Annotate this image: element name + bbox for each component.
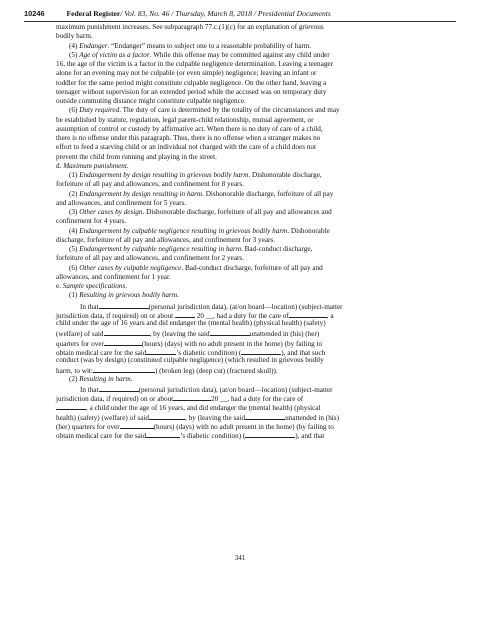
text-run: (4) <box>69 41 80 50</box>
fill-in-blank <box>245 412 285 420</box>
text-line <box>56 69 424 78</box>
italic-heading: Other cases by design <box>79 208 143 216</box>
text-line <box>56 153 424 162</box>
text-line <box>56 375 424 384</box>
text-run: and allowances, and confinement for 5 years. <box>56 198 187 207</box>
text-run: there is no offense under this paragraph. Thus, there is no offense when a stranger makes no <box>56 134 321 142</box>
fill-in-blank <box>175 310 195 318</box>
text-line <box>56 143 424 152</box>
text-run: discharge, forfeiture of all pay and allowances, and confinement for 3 years. <box>56 235 275 244</box>
italic-heading: Maximum punishment <box>63 161 127 170</box>
text-line <box>56 412 424 421</box>
text-run: forfeiture of all pay and allowances, and confinement for 2 years. <box>56 254 244 263</box>
text-run: . The duty of care is determined by the totality of the circumstances and may <box>119 106 340 115</box>
text-run: effort to feed a starving child or an individual not charged with the care of a child does not <box>56 143 316 152</box>
italic-heading: Endangerment by design resulting in harm <box>79 189 203 198</box>
text-run: . <box>130 374 133 383</box>
page-number: 10246 <box>24 9 45 18</box>
fill-in-blank <box>173 393 211 401</box>
text-run: (1) <box>69 171 80 179</box>
text-line <box>56 291 424 300</box>
text-run: (2) <box>69 374 80 383</box>
text-line <box>56 97 424 106</box>
text-run: forfeiture of all pay and allowances, and confinement for 8 years. <box>56 180 244 189</box>
running-header <box>24 8 456 20</box>
publication-name: Federal Register <box>66 9 121 18</box>
text-line <box>56 254 424 263</box>
text-line <box>56 421 424 430</box>
text-line <box>56 402 424 411</box>
text-run: harm, to wit: ) (broken leg) (deep cut) (fractured skull)). <box>56 367 278 376</box>
text-run: . <box>125 282 128 290</box>
italic-heading: Duty required <box>79 106 120 115</box>
folio-number: 341 <box>234 554 246 562</box>
italic-heading: Resulting in grievous bodily harm <box>79 291 178 300</box>
text-run: outside commuting distance might constitute culpable negligence. <box>56 97 246 105</box>
text-line <box>56 384 424 393</box>
text-line <box>56 199 424 208</box>
text-run: . Dishonorable discharge, forfeiture of all pay <box>202 189 334 198</box>
text-run: . <box>177 291 179 300</box>
text-run: obtain medical care for the said ’s diabetic condition) ( ), and that such <box>56 348 326 357</box>
text-line <box>56 301 424 310</box>
text-line <box>56 79 424 88</box>
text-line <box>56 245 424 254</box>
italic-heading: Age of victim as a factor <box>79 50 150 59</box>
text-run: (her) quarters for over (hours) (days) with no adult present in the home) (by failing to <box>56 422 334 431</box>
text-run: alone for an evening may not be culpable (or even simple) negligence; leaving an infant or <box>56 69 317 78</box>
text-run: (5) <box>69 50 80 59</box>
fill-in-blank <box>104 328 150 336</box>
fill-in-blank <box>149 412 185 420</box>
fill-in-blank <box>93 365 155 373</box>
text-run: jurisdiction data, if required) on or about 20 __, had a duty for the care of , a <box>56 311 334 320</box>
text-line <box>56 217 424 226</box>
italic-heading: Endangerment by design resulting in grievous bodily harm <box>79 171 249 179</box>
text-line <box>56 180 424 189</box>
text-run: child under the age of 16 years and did endanger the (mental health) (physical health) (safety) <box>56 319 326 327</box>
fill-in-blank <box>104 338 142 346</box>
text-line <box>56 273 424 282</box>
fill-in-blank <box>146 430 180 438</box>
text-run: maximum punishment increases. See subparagraph 77.c.(1)(c) for an explanation of grievous <box>56 23 324 31</box>
text-run: . Bad-conduct discharge, forfeiture of all pay and <box>181 263 323 272</box>
italic-heading: Sample specifications <box>62 282 126 290</box>
text-run: (6) <box>69 263 80 272</box>
text-line <box>56 134 424 143</box>
text-line <box>56 171 424 180</box>
text-run: confinement for 4 years. <box>56 217 127 226</box>
text-run: allowances, and confinement for 1 year. <box>56 272 171 281</box>
text-run: bodily harm. <box>56 32 93 41</box>
text-run: (welfare) of said , by (leaving the said unattended in (his) (her) <box>56 330 320 339</box>
document-body <box>56 23 424 439</box>
text-line <box>56 319 424 328</box>
text-run: conduct (was by design) (constituted culpable negligence) (which resulted in grievous bodily <box>56 356 324 364</box>
text-run: . Bad-conduct discharge, <box>241 245 313 253</box>
text-line <box>56 356 424 365</box>
text-line <box>56 32 424 41</box>
text-run: (1) <box>69 291 80 300</box>
fill-in-blank <box>289 310 327 318</box>
issue-details: / Vol. 83, No. 46 / Thursday, March 8, 2018 / Presidential Documents <box>120 9 331 18</box>
text-run: In that (personal jurisdiction data), (at/on board—location) (subject-matter <box>80 385 333 394</box>
fill-in-blank <box>146 347 176 355</box>
italic-heading: Resulting in harm <box>79 374 131 383</box>
fill-in-blank <box>120 421 154 429</box>
text-line <box>56 162 424 171</box>
text-run: jurisdiction data, if required) on or about 20 __, had a duty for the care of <box>56 395 304 403</box>
text-run: In that (personal jurisdiction data), (at/on board—location) (subject-matter <box>80 302 343 311</box>
text-line <box>56 116 424 125</box>
text-run: . Dishonorable discharge, <box>248 171 322 179</box>
text-line <box>56 282 424 291</box>
italic-heading: Endangerment by culpable negligence resulting in harm <box>79 245 242 253</box>
text-run: , a child under the age of 16 years, and did endanger the (mental health) (physical <box>56 404 321 412</box>
fill-in-blank <box>99 301 149 309</box>
text-line <box>56 338 424 347</box>
text-run: . “Endanger” means to subject one to a reasonable probability of harm. <box>107 41 312 50</box>
text-line <box>56 264 424 273</box>
text-line <box>56 42 424 51</box>
text-run: e. <box>56 282 63 290</box>
text-run: toddler for the same period might constitute culpable negligence. On the other hand, leaving a <box>56 78 327 87</box>
text-line <box>56 365 424 374</box>
text-line <box>56 190 424 199</box>
text-line <box>56 60 424 69</box>
fill-in-blank <box>56 402 86 410</box>
text-run: (4) <box>69 226 80 235</box>
italic-heading: Endanger <box>79 41 108 50</box>
text-run: (2) <box>69 189 80 198</box>
text-line <box>56 88 424 97</box>
text-line <box>56 328 424 337</box>
text-line <box>56 227 424 236</box>
fill-in-blank <box>241 347 281 355</box>
italic-heading: Other cases by culpable negligence <box>79 263 182 272</box>
text-run: 16, the age of the victim is a factor in the culpable negligence determination. Leaving a teenager <box>56 60 334 68</box>
text-run: (3) <box>69 208 80 216</box>
italic-heading: Endangerment by culpable negligence resulting in grievous bodily harm <box>79 226 288 235</box>
text-run: . <box>126 161 129 170</box>
text-run: teenager without supervision for an extended period while the accused was on temporary duty <box>56 87 327 96</box>
text-run: assumption of control or custody by affirmative act. When there is no duty of care of a child, <box>56 124 323 133</box>
text-run: (5) <box>69 245 80 253</box>
text-run: obtain medical care for the said ’s diabetic condition) ( ), and that <box>56 432 325 440</box>
text-run: quarters for over (hours) (days) with no adult present in the home) (by failing to <box>56 339 323 348</box>
text-line <box>56 125 424 134</box>
text-run: . While this offense may be committed against any child under <box>149 50 330 59</box>
text-run: d. <box>56 161 64 170</box>
text-line <box>56 106 424 115</box>
text-line <box>56 236 424 245</box>
text-line <box>56 310 424 319</box>
text-run: prevent the child from running and playing in the street. <box>56 152 217 161</box>
header-rule <box>24 21 456 22</box>
publication-title <box>66 9 330 18</box>
text-run: (6) <box>69 106 80 115</box>
text-line <box>56 208 424 217</box>
text-line <box>56 393 424 402</box>
text-line <box>56 23 424 32</box>
fill-in-blank <box>245 430 295 438</box>
text-run: . Dishonorable <box>287 226 330 235</box>
text-run: health) (safety) (welfare) of said , by (leaving the said unattended in (his) <box>56 413 339 422</box>
text-run: . Dishonorable discharge, forfeiture of all pay and allowances and <box>142 208 332 216</box>
text-line <box>56 430 424 439</box>
text-run: be established by statute, regulation, legal parent-child relationship, mutual agreement, or <box>56 115 314 124</box>
fill-in-blank <box>210 328 250 336</box>
text-line <box>56 347 424 356</box>
text-line <box>56 51 424 60</box>
fill-in-blank <box>99 384 139 392</box>
